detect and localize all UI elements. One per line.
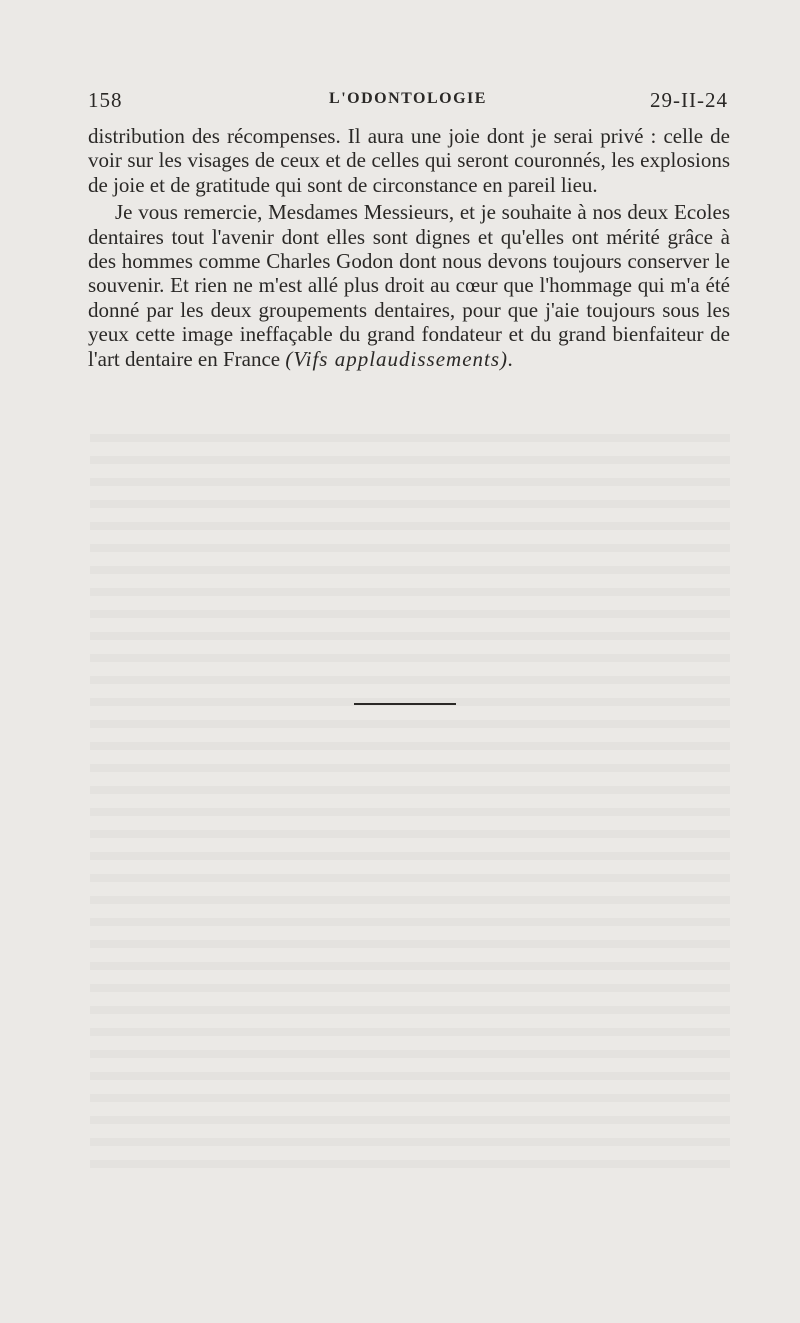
applause-note: (Vifs applaudissements). bbox=[285, 346, 515, 371]
bleed-through-shading bbox=[90, 420, 730, 1180]
journal-title: L'ODONTOLOGIE bbox=[329, 90, 487, 107]
body-text bbox=[88, 124, 730, 374]
section-divider bbox=[354, 703, 456, 705]
page-number: 158 bbox=[88, 88, 123, 112]
paragraph-2 bbox=[88, 200, 730, 371]
issue-date: 29-II-24 bbox=[650, 88, 728, 112]
paragraph-2-text: Je vous remercie, Mesdames Messieurs, et je souhaite à nos deux Ecoles dentaires tout l'avenir dont elles sont dignes et qu'elles ont mérité grâce à des hommes comme Charles Godon dont nous devons toujours conserver le souvenir. Et rien ne m'est allé plus droit au cœur que l'hommage qui m'a été donné par les deux groupements dentaires, pour que j'aie toujours sous les yeux cette image ineffaçable du grand fondateur et du grand bienfaiteur de l'art dentaire en France bbox=[88, 200, 730, 371]
paragraph-1: distribution des récompenses. Il aura une joie dont je serai privé : celle de voir sur les visages de ceux et de celles qui seront couronnés, les explosions de joie et de gratitude qui sont de circonstance en pareil lieu. bbox=[88, 124, 730, 197]
page-header bbox=[88, 88, 728, 118]
